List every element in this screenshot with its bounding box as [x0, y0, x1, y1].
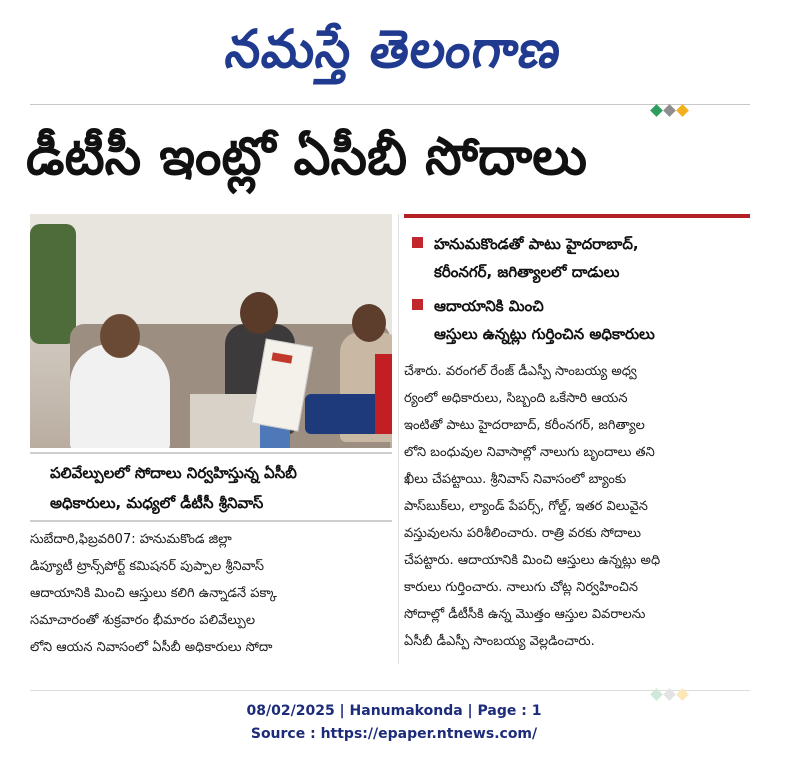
article-line: కారులు గుర్తించారు. నాలుగు చోట్ల నిర్వహించిన — [404, 580, 638, 595]
highlight-line: ఆదాయానికి మించి — [434, 297, 544, 315]
article-body-right — [404, 358, 750, 655]
masthead — [0, 0, 788, 100]
photo-red-object — [375, 354, 392, 434]
photo-plant — [30, 224, 76, 344]
article-line: లోని ఆయన నివాసంలో ఏసీబీ అధికారులు సోదా — [30, 640, 273, 655]
gray-dot-icon — [663, 688, 676, 701]
article-body-left — [30, 526, 392, 661]
news-photo — [30, 214, 392, 448]
highlight-line: కరీంనగర్, జగిత్యాలలో దాడులు — [434, 263, 620, 281]
square-bullet-icon — [412, 299, 423, 310]
caption-line: పలివేల్పులలో సోదాలు నిర్వహిస్తున్న ఏసీబీ — [50, 464, 297, 482]
photo-person-right-head — [352, 304, 386, 342]
column-separator — [398, 214, 399, 664]
footer-source-link[interactable]: Source : https://epaper.ntnews.com/ — [250, 726, 538, 742]
yellow-dot-icon — [676, 688, 689, 701]
photo-person-left — [70, 344, 170, 448]
highlight-item — [412, 230, 742, 286]
article-line: సుబేదారి,ఫిబ్రవరి07: హనుమకొండ జిల్లా — [30, 532, 232, 547]
article-line: సమాచారంతో శుక్రవారం భీమారం పలివేల్పుల — [30, 613, 256, 628]
highlight-line: హనుమకొండతో పాటు హైదరాబాద్, — [434, 235, 639, 253]
article-line: ఇంటితో పాటు హైదరాబాద్, కరీంనగర్, జగిత్యాల — [404, 418, 645, 433]
photo-person-left-head — [100, 314, 140, 358]
decorative-dots — [652, 100, 691, 112]
article-line: చేపట్టారు. ఆదాయానికి మించి ఆస్తులు ఉన్నట్లు అధి — [404, 553, 661, 568]
photo-table — [190, 394, 260, 448]
masthead-title: నమస్తే తెలంగాణ — [222, 18, 566, 80]
caption-line: అధికారులు, మధ్యలో డీటీసీ శ్రీనివాస్ — [50, 494, 264, 512]
article-line: చేశారు. వరంగల్ రేంజ్ డీఎస్పీ సాంబయ్య అధ్వ — [404, 364, 637, 379]
footer-edition-info: 08/02/2025 | Hanumakonda | Page : 1 — [246, 703, 542, 719]
highlights-box — [404, 214, 750, 352]
bottom-rule — [30, 690, 750, 691]
article-line: ర్యంలో అధికారులు, సిబ్బంది ఒకేసారి ఆయన — [404, 391, 628, 406]
article-line: ఏసీబీ డీఎస్పీ సాంబయ్య వెల్లడించారు. — [404, 634, 595, 649]
page-footer — [0, 700, 788, 746]
photo-person-center-head — [240, 292, 278, 334]
article-line: సోదాల్లో డీటీసీకి ఉన్న మొత్తం ఆస్తుల వివరాలను — [404, 607, 646, 622]
photo-wall — [30, 214, 392, 334]
top-rule — [30, 104, 750, 105]
highlight-item — [412, 292, 742, 348]
article-line: లోని బంధువుల నివాసాల్లో నాలుగు బృందాలు తని — [404, 445, 655, 460]
highlight-line: ఆస్తులు ఉన్నట్లు గుర్తించిన అధికారులు — [434, 325, 655, 343]
article-line: వస్తువులను పరిశీలించారు. రాత్రి వరకు సోదాలు — [404, 526, 642, 541]
article-line: ఖీలు చేపట్టాయి. శ్రీనివాస్ నివాసంలో బ్యాంకు — [404, 472, 627, 487]
photo-caption — [30, 452, 392, 522]
article-line: పాస్‌బుక్‌లు, ల్యాండ్ పేపర్స్, గోల్డ్, ఇతర విలువైన — [404, 499, 648, 514]
square-bullet-icon — [412, 237, 423, 248]
article-line: డిప్యూటీ ట్రాన్స్‌పోర్ట్ కమిషనర్ పుప్పాల శ్రీనివాస్ — [30, 559, 265, 574]
article-line: ఆదాయానికి మించి ఆస్తులు కలిగి ఉన్నాడనే పక్కా — [30, 586, 277, 601]
headline: డీటీసీ ఇంట్లో ఏసీబీ సోదాలు — [26, 127, 588, 187]
green-dot-icon — [650, 688, 663, 701]
